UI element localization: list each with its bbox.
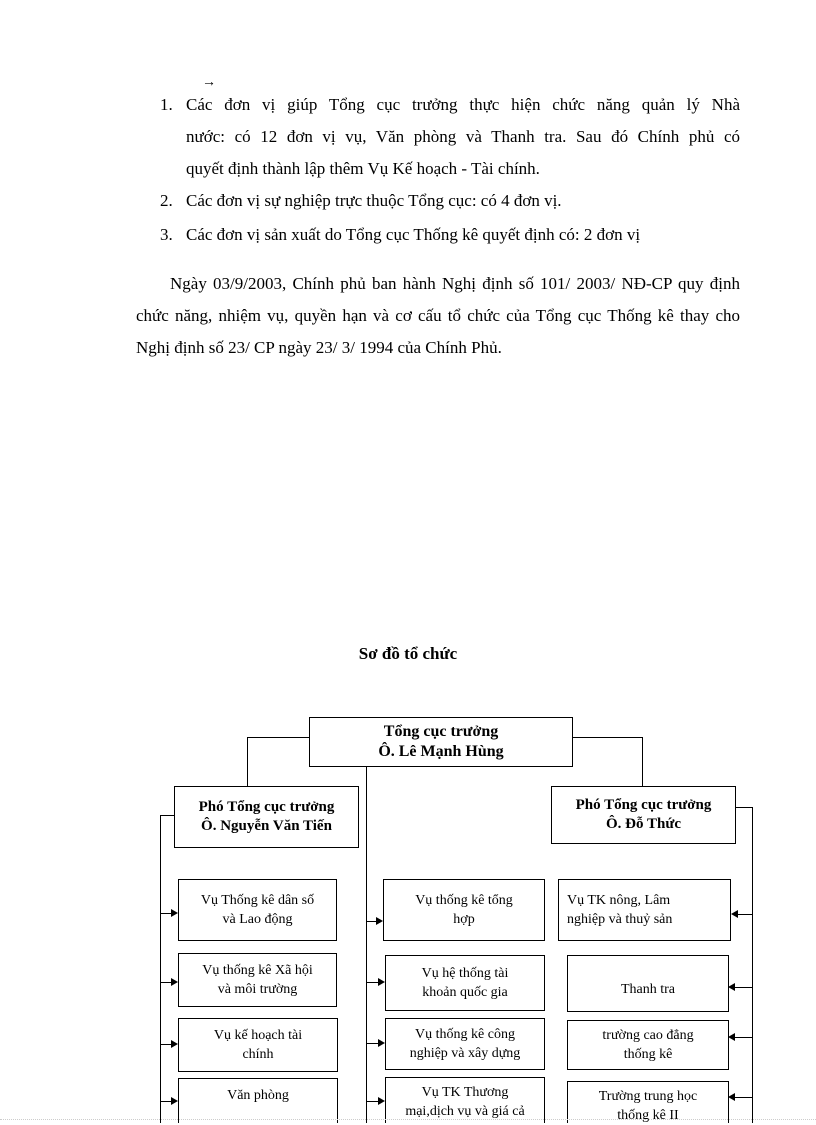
list-line: nước: có 12 đơn vị vụ, Văn phòng và Thanh tra. Sau đó Chính phủ có — [186, 127, 740, 146]
unit-line: chính — [242, 1047, 274, 1062]
deputy-left-name: Ô. Nguyễn Văn Tiến — [201, 818, 332, 834]
unit-box — [178, 1018, 338, 1072]
list-number: 1. — [160, 95, 173, 114]
unit-box — [385, 1077, 545, 1123]
list-line: Các đơn vị giúp Tổng cục trưởng thực hiện chức năng quản lý Nhà — [186, 95, 740, 114]
unit-line: thống kê — [623, 1047, 673, 1062]
unit-line: nghiệp và thuỷ sản — [567, 912, 673, 927]
unit-line: thống kê II — [617, 1108, 679, 1123]
unit-line: mại,dịch vụ và giá cả — [405, 1104, 525, 1119]
deputy-left-box — [174, 786, 359, 848]
list-item — [186, 89, 740, 185]
arrow-right-icon — [378, 1039, 385, 1047]
unit-line: trường cao đẳng — [602, 1028, 694, 1043]
unit-line: hợp — [453, 912, 475, 927]
head-name: Ô. Lê Mạnh Hùng — [378, 743, 504, 760]
unit-line: Vụ kế hoạch tài — [213, 1028, 303, 1043]
unit-box — [178, 1078, 338, 1123]
arrow-left-icon — [728, 1093, 735, 1101]
tab-arrow-icon: → — [202, 75, 216, 90]
unit-box — [178, 879, 337, 941]
arrow-right-icon — [171, 909, 178, 917]
unit-line: Thanh tra — [620, 982, 676, 997]
unit-box — [567, 1081, 729, 1123]
list-line: quyết định thành lập thêm Vụ Kế hoạch - Tài chính. — [186, 159, 540, 178]
list-line: Các đơn vị sản xuất do Tổng cục Thống kê quyết định có: 2 đơn vị — [186, 225, 641, 244]
list-item — [186, 219, 740, 251]
unit-line: Vụ thống kê Xã hội — [202, 963, 313, 978]
connector — [752, 807, 753, 1123]
org-chart-title: Sơ đồ tổ chức — [358, 644, 458, 663]
list-item — [186, 185, 740, 217]
unit-box — [567, 955, 729, 1012]
arrow-left-icon — [731, 910, 738, 918]
connector — [247, 737, 248, 787]
unit-line: Văn phòng — [227, 1088, 289, 1103]
unit-line: Vụ hệ thống tài — [421, 966, 509, 981]
unit-line: Vụ Thống kê dân số — [200, 893, 315, 908]
unit-line: Trường trung học — [598, 1089, 698, 1104]
arrow-left-icon — [728, 983, 735, 991]
unit-line: và môi trường — [217, 982, 298, 997]
deputy-right-title: Phó Tổng cục trưởng — [575, 797, 712, 813]
connector — [366, 767, 367, 1123]
deputy-right-box — [551, 786, 736, 844]
list-line: Các đơn vị sự nghiệp trực thuộc Tổng cục: có 4 đơn vị. — [186, 191, 562, 210]
arrow-right-icon — [171, 978, 178, 986]
head-box — [309, 717, 573, 767]
page-edge-divider — [0, 1119, 816, 1120]
arrow-right-icon — [378, 1097, 385, 1105]
unit-line: Vụ thống kê công — [415, 1027, 515, 1042]
unit-box — [178, 953, 337, 1007]
connector — [247, 737, 309, 738]
head-title: Tổng cục trưởng — [383, 723, 499, 740]
arrow-right-icon — [171, 1097, 178, 1105]
connector — [572, 737, 642, 738]
arrow-right-icon — [376, 917, 383, 925]
connector — [160, 815, 161, 1123]
unit-box — [385, 1018, 545, 1070]
unit-line: khoản quốc gia — [422, 985, 508, 1000]
unit-box — [383, 879, 545, 941]
body-paragraph: Ngày 03/9/2003, Chính phủ ban hành Nghị định số 101/ 2003/ NĐ-CP quy định chức năng, nhiệm vụ, quyền hạn và cơ cấu tổ chức của Tổng cục Thống kê thay cho Nghị định số 23/ CP ngày 23/ 3/ 1994 của Chính Phủ. — [136, 274, 740, 357]
unit-line: Vụ TK nông, Lâm — [567, 893, 671, 908]
connector — [735, 807, 752, 808]
arrow-right-icon — [171, 1040, 178, 1048]
deputy-left-title: Phó Tổng cục trưởng — [198, 799, 335, 815]
unit-line: và Lao động — [222, 912, 293, 927]
unit-box — [567, 1020, 729, 1070]
unit-line: Vụ thống kê tổng — [415, 893, 513, 908]
connector — [160, 815, 175, 816]
unit-line: nghiệp và xây dựng — [409, 1046, 521, 1061]
deputy-right-name: Ô. Đỗ Thức — [606, 816, 681, 832]
list-number: 2. — [160, 191, 173, 210]
connector — [642, 737, 643, 787]
arrow-right-icon — [378, 978, 385, 986]
list-number: 3. — [160, 225, 173, 244]
unit-box — [558, 879, 731, 941]
unit-line: Vụ TK Thương — [421, 1085, 509, 1100]
arrow-left-icon — [728, 1033, 735, 1041]
unit-box — [385, 955, 545, 1011]
